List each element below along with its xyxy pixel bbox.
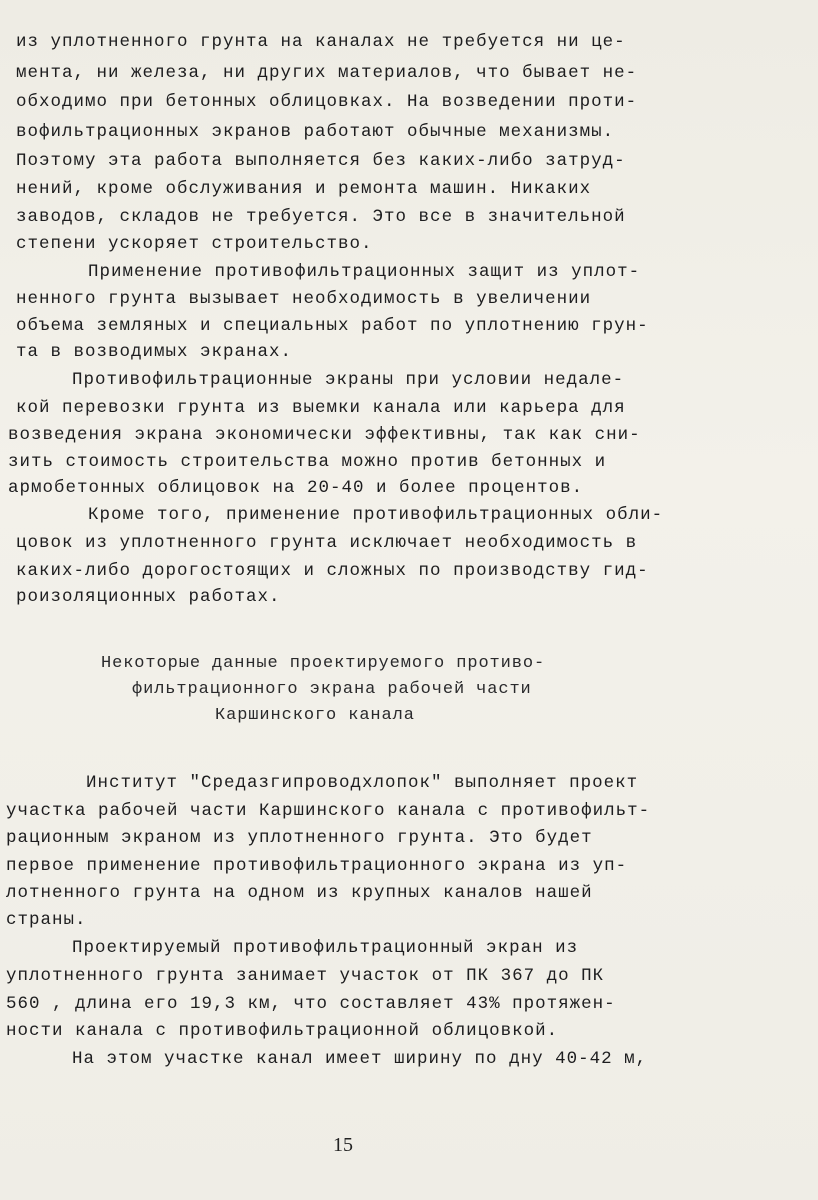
text-line: На этом участке канал имеет ширину по дну 40-42 м, (72, 1049, 648, 1069)
text-line: страны. (6, 910, 87, 930)
text-line: степени ускоряет строительство. (16, 234, 373, 254)
section-title-line: фильтрационного экрана рабочей части (132, 680, 532, 699)
text-line: каких-либо дорогостоящих и сложных по производству гид- (16, 561, 649, 581)
text-line: из уплотненного грунта на каналах не требуется ни це- (16, 32, 626, 52)
text-line: первое применение противофильтрационного экрана из уп- (6, 856, 628, 876)
text-line: Кроме того, применение противофильтрационных обли- (88, 505, 664, 525)
text-line: Институт "Средазгипроводхлопок" выполняет проект (86, 773, 639, 793)
text-line: цовок из уплотненного грунта исключает необходимость в (16, 533, 638, 553)
text-line: Поэтому эта работа выполняется без каких-либо затруд- (16, 151, 626, 171)
text-line: ности канала с противофильтрационной облицовкой. (6, 1021, 559, 1041)
text-line: лотненного грунта на одном из крупных каналов нашей (6, 883, 593, 903)
text-line: кой перевозки грунта из выемки канала или карьера для (16, 398, 626, 418)
text-line: роизоляционных работах. (16, 587, 281, 607)
text-line: 560 , длина его 19,3 км, что составляет 43% протяжен- (6, 994, 616, 1014)
text-line: уплотненного грунта занимает участок от ПК 367 до ПК (6, 966, 605, 986)
text-line: зить стоимость строительства можно против бетонных и (8, 452, 607, 472)
text-line: вофильтрационных экранов работают обычные механизмы. (16, 122, 615, 142)
text-line: объема земляных и специальных работ по уплотнению грун- (16, 316, 649, 336)
text-line: рационным экраном из уплотненного грунта. Это будет (6, 828, 593, 848)
text-line: армобетонных облицовок на 20-40 и более процентов. (8, 478, 584, 498)
text-line: заводов, складов не требуется. Это все в значительной (16, 207, 626, 227)
text-line: ненного грунта вызывает необходимость в увеличении (16, 289, 592, 309)
text-line: Противофильтрационные экраны при условии недале- (72, 370, 625, 390)
section-title-line: Каршинского канала (215, 706, 415, 725)
text-line: возведения экрана экономически эффективны, так как сни- (8, 425, 641, 445)
page-number: 15 (333, 1134, 353, 1156)
text-line: обходимо при бетонных облицовках. На возведении проти- (16, 92, 638, 112)
text-line: мента, ни железа, ни других материалов, что бывает не- (16, 63, 638, 83)
text-line: Проектируемый противофильтрационный экран из (72, 938, 579, 958)
text-line: та в возводимых экранах. (16, 342, 293, 362)
text-line: Применение противофильтрационных защит из уплот- (88, 262, 641, 282)
section-title-line: Некоторые данные проектируемого противо- (101, 654, 546, 673)
text-line: нений, кроме обслуживания и ремонта машин. Никаких (16, 179, 592, 199)
text-line: участка рабочей части Каршинского канала с противофильт- (6, 801, 651, 821)
